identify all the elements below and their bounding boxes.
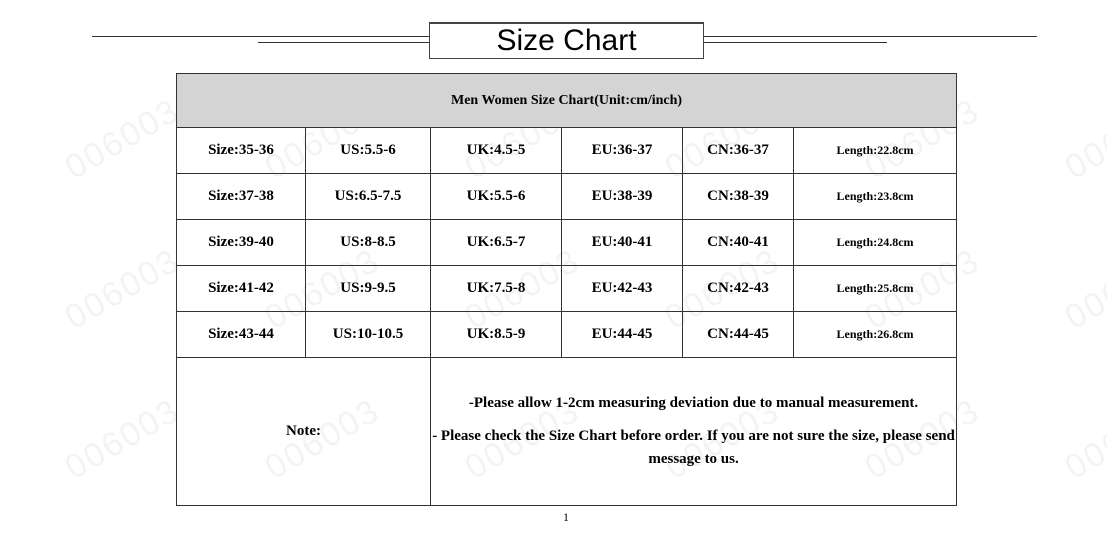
table-row bbox=[177, 128, 957, 174]
eu-size-cell: EU:40-41 bbox=[562, 220, 683, 266]
size-cell: Size:43-44 bbox=[177, 312, 306, 358]
note-text bbox=[431, 358, 957, 506]
size-cell: Size:35-36 bbox=[177, 128, 306, 174]
size-cell: Size:39-40 bbox=[177, 220, 306, 266]
eu-size-cell: EU:44-45 bbox=[562, 312, 683, 358]
uk-size-cell: UK:7.5-8 bbox=[431, 266, 562, 312]
title-rule-right-outer bbox=[704, 36, 1037, 37]
watermark bbox=[59, 241, 187, 338]
us-size-cell: US:5.5-6 bbox=[306, 128, 431, 174]
watermark bbox=[1059, 391, 1107, 488]
page-title: Size Chart bbox=[429, 22, 704, 59]
length-cell: Length:25.8cm bbox=[794, 266, 957, 312]
table-row bbox=[177, 266, 957, 312]
page-number: 1 bbox=[563, 510, 569, 524]
cn-size-cell: CN:38-39 bbox=[683, 174, 794, 220]
note-line: - Please check the Size Chart before order. If you are not sure the size, please send message to us. bbox=[432, 428, 955, 467]
title-rule-left-inner bbox=[258, 42, 429, 43]
cn-size-cell: CN:36-37 bbox=[683, 128, 794, 174]
cn-size-cell: CN:44-45 bbox=[683, 312, 794, 358]
uk-size-cell: UK:4.5-5 bbox=[431, 128, 562, 174]
title-rule-left-outer bbox=[92, 36, 429, 37]
table-row bbox=[177, 220, 957, 266]
us-size-cell: US:10-10.5 bbox=[306, 312, 431, 358]
size-cell: Size:41-42 bbox=[177, 266, 306, 312]
title-header bbox=[0, 0, 1107, 70]
table-row bbox=[177, 174, 957, 220]
watermark bbox=[1059, 91, 1107, 188]
note-label: Note: bbox=[177, 358, 431, 506]
eu-size-cell: EU:38-39 bbox=[562, 174, 683, 220]
watermark bbox=[59, 91, 187, 188]
size-cell: Size:37-38 bbox=[177, 174, 306, 220]
eu-size-cell: EU:42-43 bbox=[562, 266, 683, 312]
uk-size-cell: UK:6.5-7 bbox=[431, 220, 562, 266]
cn-size-cell: CN:42-43 bbox=[683, 266, 794, 312]
eu-size-cell: EU:36-37 bbox=[562, 128, 683, 174]
cn-size-cell: CN:40-41 bbox=[683, 220, 794, 266]
note-line: -Please allow 1-2cm measuring deviation due to manual measurement. bbox=[468, 395, 919, 411]
length-cell: Length:24.8cm bbox=[794, 220, 957, 266]
us-size-cell: US:8-8.5 bbox=[306, 220, 431, 266]
table-row bbox=[177, 312, 957, 358]
size-chart-table bbox=[176, 73, 957, 506]
table-heading: Men Women Size Chart(Unit:cm/inch) bbox=[177, 74, 957, 128]
uk-size-cell: UK:8.5-9 bbox=[431, 312, 562, 358]
uk-size-cell: UK:5.5-6 bbox=[431, 174, 562, 220]
watermark bbox=[1059, 241, 1107, 338]
length-cell: Length:22.8cm bbox=[794, 128, 957, 174]
length-cell: Length:23.8cm bbox=[794, 174, 957, 220]
length-cell: Length:26.8cm bbox=[794, 312, 957, 358]
watermark bbox=[59, 391, 187, 488]
title-rule-right-inner bbox=[704, 42, 887, 43]
us-size-cell: US:6.5-7.5 bbox=[306, 174, 431, 220]
us-size-cell: US:9-9.5 bbox=[306, 266, 431, 312]
